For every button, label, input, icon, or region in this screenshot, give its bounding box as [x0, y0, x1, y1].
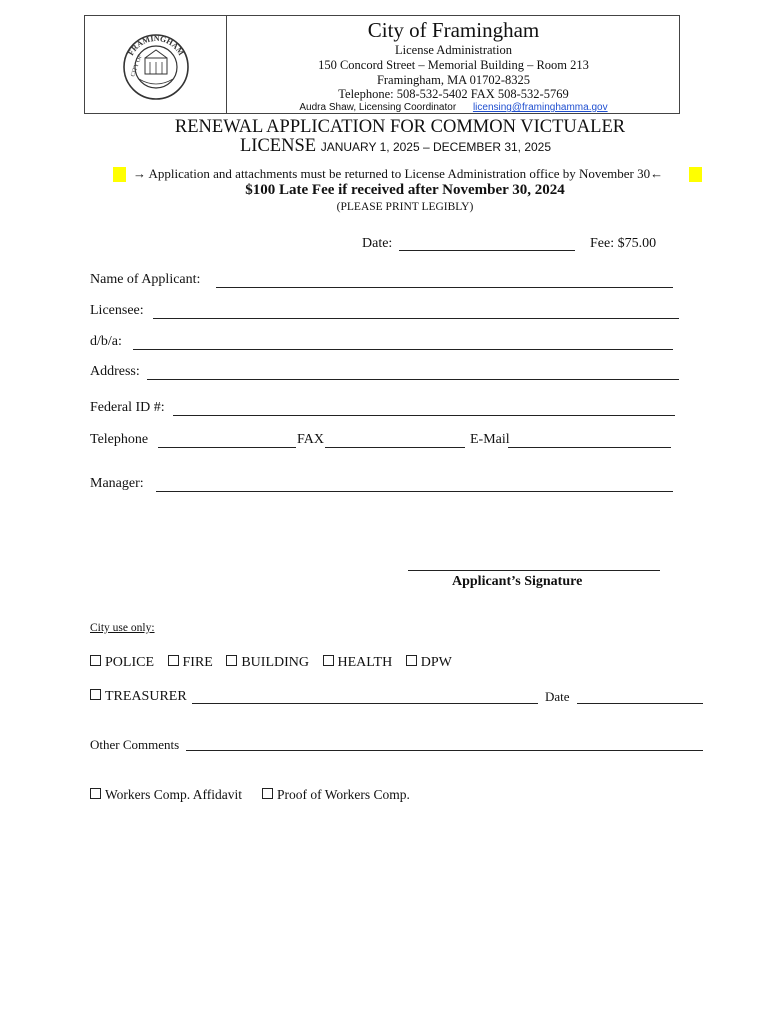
applicant-name-field[interactable] [216, 287, 673, 288]
fax-label: FAX [297, 432, 324, 447]
manager-label: Manager: [90, 476, 144, 491]
dpw-option [406, 655, 452, 670]
fire-label: FIRE [182, 655, 213, 670]
address-label: Address: [90, 364, 140, 379]
other-comments-label: Other Comments [90, 737, 180, 752]
treasurer-checkbox[interactable] [90, 689, 101, 700]
coordinator-line [227, 102, 680, 113]
dba-label: d/b/a: [90, 334, 122, 349]
seal-text-top: FRAMINGHAM [126, 33, 186, 58]
building-checkbox[interactable] [226, 655, 237, 666]
treasurer-date-label: Date [545, 689, 570, 704]
health-option [323, 655, 393, 670]
city-title: City of Framingham [367, 18, 540, 42]
email-link[interactable]: licensing@framinghamma.gov [472, 102, 608, 113]
date-field[interactable] [399, 250, 575, 251]
proof-workers-label: Proof of Workers Comp. [277, 787, 410, 802]
licensee-field[interactable] [153, 318, 679, 319]
treasurer-label: TREASURER [105, 689, 187, 704]
dba-field[interactable] [133, 349, 673, 350]
proof-workers-checkbox[interactable] [262, 788, 273, 799]
form-title-license: LICENSE [240, 136, 317, 156]
city-seal-icon [122, 33, 190, 101]
fire-checkbox[interactable] [168, 655, 179, 666]
dpw-checkbox[interactable] [406, 655, 417, 666]
city-state-zip: Framingham, MA 01702-8325 [376, 73, 531, 87]
address-field[interactable] [147, 379, 679, 380]
dpw-label: DPW [420, 655, 452, 670]
fire-option [168, 655, 213, 670]
signature-line[interactable] [408, 570, 660, 571]
federal-id-label: Federal ID #: [90, 400, 165, 415]
treasurer-field[interactable] [192, 703, 538, 704]
coordinator-name: Audra Shaw, Licensing Coordinator [299, 102, 457, 113]
late-fee-notice: $100 Late Fee if received after November 30, 2024 [245, 182, 565, 198]
city-use-heading: City use only: [90, 622, 155, 634]
police-option [90, 655, 154, 670]
form-title: RENEWAL APPLICATION FOR COMMON VICTUALER [174, 117, 626, 137]
highlight-marker-right [689, 167, 702, 182]
health-checkbox[interactable] [323, 655, 334, 666]
return-deadline-note: → Application and attachments must be returned to License Administration office by November 30← [133, 166, 664, 181]
signature-label: Applicant’s Signature [452, 574, 583, 589]
telephone-row [90, 432, 148, 448]
building-option [226, 655, 309, 670]
email-field[interactable] [508, 447, 671, 448]
licensee-label: Licensee: [90, 303, 144, 318]
date-label: Date: [362, 236, 393, 251]
police-checkbox[interactable] [90, 655, 101, 666]
workers-affidavit-label: Workers Comp. Affidavit [105, 787, 243, 802]
building-label: BUILDING [241, 655, 309, 670]
police-label: POLICE [105, 655, 154, 670]
applicant-name-label: Name of Applicant: [90, 272, 201, 287]
manager-field[interactable] [156, 491, 673, 492]
license-period: JANUARY 1, 2025 – DECEMBER 31, 2025 [320, 140, 552, 154]
treasurer-date-field[interactable] [577, 703, 703, 704]
phone-fax: Telephone: 508-532-5402 FAX 508-532-5769 [338, 87, 569, 101]
workers-affidavit-checkbox[interactable] [90, 788, 101, 799]
street-address: 150 Concord Street – Memorial Building – Room 213 [318, 58, 589, 72]
treasurer-option [90, 689, 187, 705]
department-name: License Administration [395, 43, 512, 57]
proof-workers-option [262, 787, 410, 803]
telephone-field[interactable] [158, 447, 296, 448]
email-label: E-Mail [470, 432, 510, 447]
other-comments-field[interactable] [186, 750, 703, 751]
form-title-line2 [240, 136, 551, 157]
workers-affidavit-option [90, 787, 242, 803]
fee-label: Fee: $75.00 [590, 236, 657, 251]
department-checkboxes [90, 655, 462, 671]
highlight-marker-left [113, 167, 126, 182]
health-label: HEALTH [337, 655, 393, 670]
seal-text-left: CITY OF [130, 54, 144, 78]
telephone-label: Telephone [90, 432, 149, 447]
print-legibly-note: (PLEASE PRINT LEGIBLY) [336, 201, 474, 213]
federal-id-field[interactable] [173, 415, 675, 416]
fax-field[interactable] [325, 447, 465, 448]
